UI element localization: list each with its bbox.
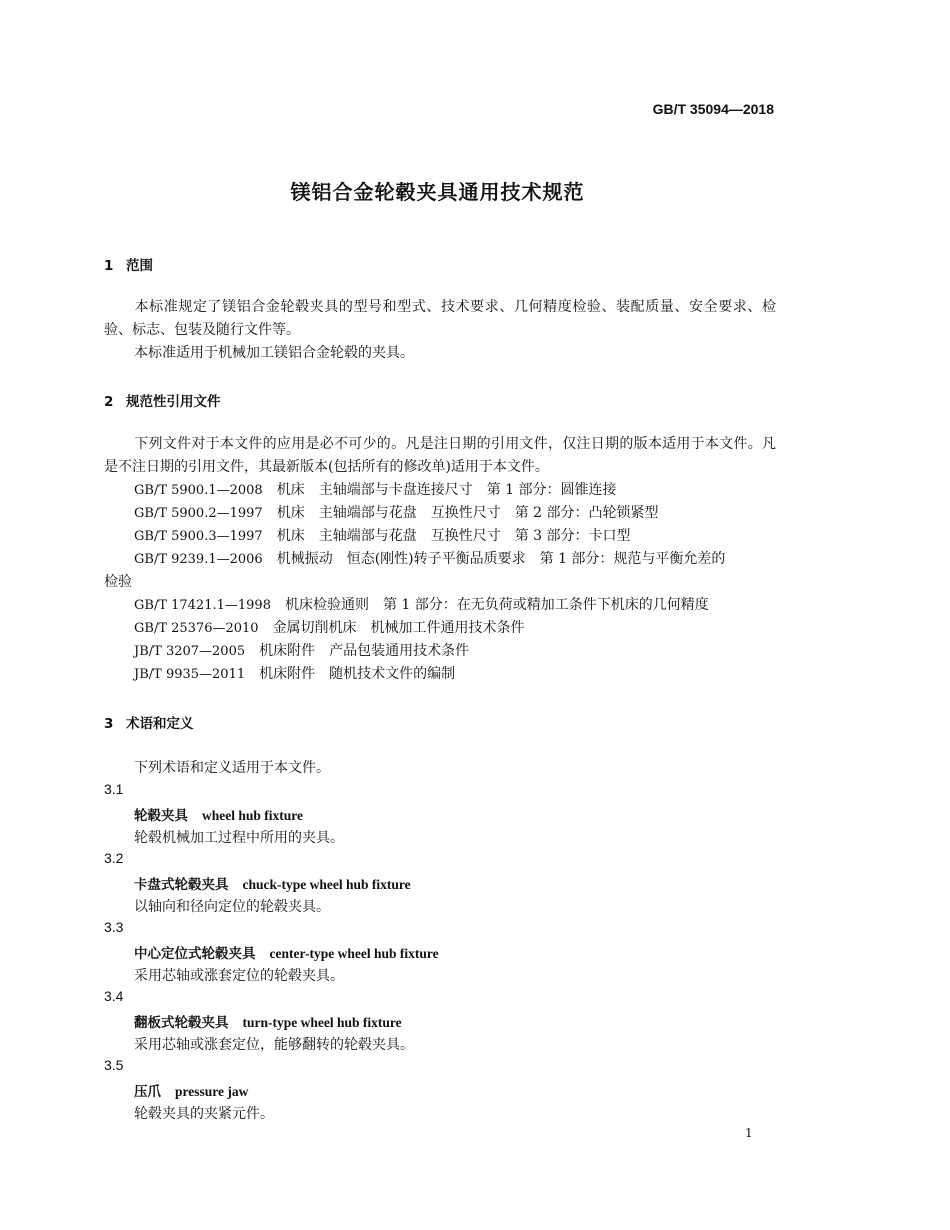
reference-code: GB/T 9239.1—2006 [134,552,263,567]
reference-title: 机械振动 恒态(刚性)转子平衡品质要求 第 1 部分：规范与平衡允差的 [276,551,726,567]
reference-title: 机床检验通则 第 1 部分：在无负荷或精加工条件下机床的几何精度 [284,597,709,613]
term-number: 3.5 [104,1057,124,1073]
term-name [134,942,439,962]
section-number: 1 [104,258,114,274]
reference-title: 机床 主轴端部与花盘 互换性尺寸 第 2 部分：凸轮锁紧型 [276,505,659,521]
term-name-en: wheel hub fixture [202,808,304,823]
reference-item [134,640,469,663]
term-definition: 以轴向和径向定位的轮毂夹具。 [134,899,330,915]
section-title: 范围 [126,258,153,274]
term-definition: 轮毂夹具的夹紧元件。 [134,1106,274,1122]
term-name-en: turn-type wheel hub fixture [242,1015,402,1030]
term-definition: 轮毂机械加工过程中所用的夹具。 [134,830,344,846]
references-intro-text: 下列文件对于本文件的应用是必不可少的。凡是注日期的引用文件，仅注日期的版本适用于本文件。凡是不注日期的引用文件，其最新版本(包括所有的修改单)适用于本文件。 [104,436,776,475]
reference-item [134,663,455,686]
section-title: 术语和定义 [126,716,194,732]
reference-code: JB/T 3207—2005 [134,644,246,659]
term-name [134,873,411,893]
reference-code: GB/T 5900.3—1997 [134,529,263,544]
document-title: 镁铝合金轮毂夹具通用技术规范 [290,180,585,204]
reference-title: 机床 主轴端部与花盘 互换性尺寸 第 3 部分：卡口型 [276,528,631,544]
term-name [134,1080,248,1100]
term-name-zh: 卡盘式轮毂夹具 [134,877,229,893]
section-3-heading [104,712,194,732]
section-1-heading [104,254,153,274]
reference-title: 金属切削机床 机械加工件通用技术条件 [272,620,525,636]
reference-title: 机床附件 产品包装通用技术条件 [259,643,470,659]
reference-code: JB/T 9935—2011 [134,667,246,682]
terms-intro: 下列术语和定义适用于本文件。 [134,760,330,776]
term-name-zh: 轮毂夹具 [134,808,188,824]
term-name-zh: 压爪 [134,1084,161,1100]
section-number: 2 [104,394,114,410]
scope-text-1: 本标准规定了镁铝合金轮毂夹具的型号和型式、技术要求、几何精度检验、装配质量、安全要求、检验、标志、包装及随行文件等。 [104,299,776,338]
reference-code: GB/T 25376—2010 [134,621,259,636]
section-2-heading [104,390,221,410]
reference-code: GB/T 5900.1—2008 [134,483,263,498]
term-number: 3.2 [104,850,124,866]
reference-code: GB/T 5900.2—1997 [134,506,263,521]
term-definition: 采用芯轴或涨套定位，能够翻转的轮毂夹具。 [134,1037,414,1053]
reference-title: 机床附件 随机技术文件的编制 [259,666,456,682]
scope-paragraph-2: 本标准适用于机械加工镁铝合金轮毂的夹具。 [134,345,414,361]
term-number: 3.3 [104,919,124,935]
reference-item [134,479,617,502]
term-name-zh: 中心定位式轮毂夹具 [134,946,256,962]
reference-item [134,502,659,525]
reference-item [134,525,631,548]
section-title: 规范性引用文件 [126,394,221,410]
references-intro [104,433,776,479]
term-number: 3.4 [104,988,124,1004]
scope-paragraph-1 [104,296,776,342]
reference-continuation: 检验 [104,574,132,590]
term-name-en: center-type wheel hub fixture [269,946,439,961]
reference-item [134,548,725,571]
term-name-en: chuck-type wheel hub fixture [242,877,411,892]
standard-code: GB/T 35094—2018 [652,101,774,117]
term-name [134,1011,402,1031]
reference-code: GB/T 17421.1—1998 [134,598,271,613]
term-name [134,804,303,824]
term-number: 3.1 [104,781,124,797]
reference-item [134,617,525,640]
term-definition: 采用芯轴或涨套定位的轮毂夹具。 [134,968,344,984]
term-name-zh: 翻板式轮毂夹具 [134,1015,229,1031]
page-number: 1 [745,1126,753,1140]
section-number: 3 [104,716,114,732]
term-name-en: pressure jaw [175,1084,249,1099]
reference-item [134,594,709,617]
reference-title: 机床 主轴端部与卡盘连接尺寸 第 1 部分：圆锥连接 [276,482,617,498]
